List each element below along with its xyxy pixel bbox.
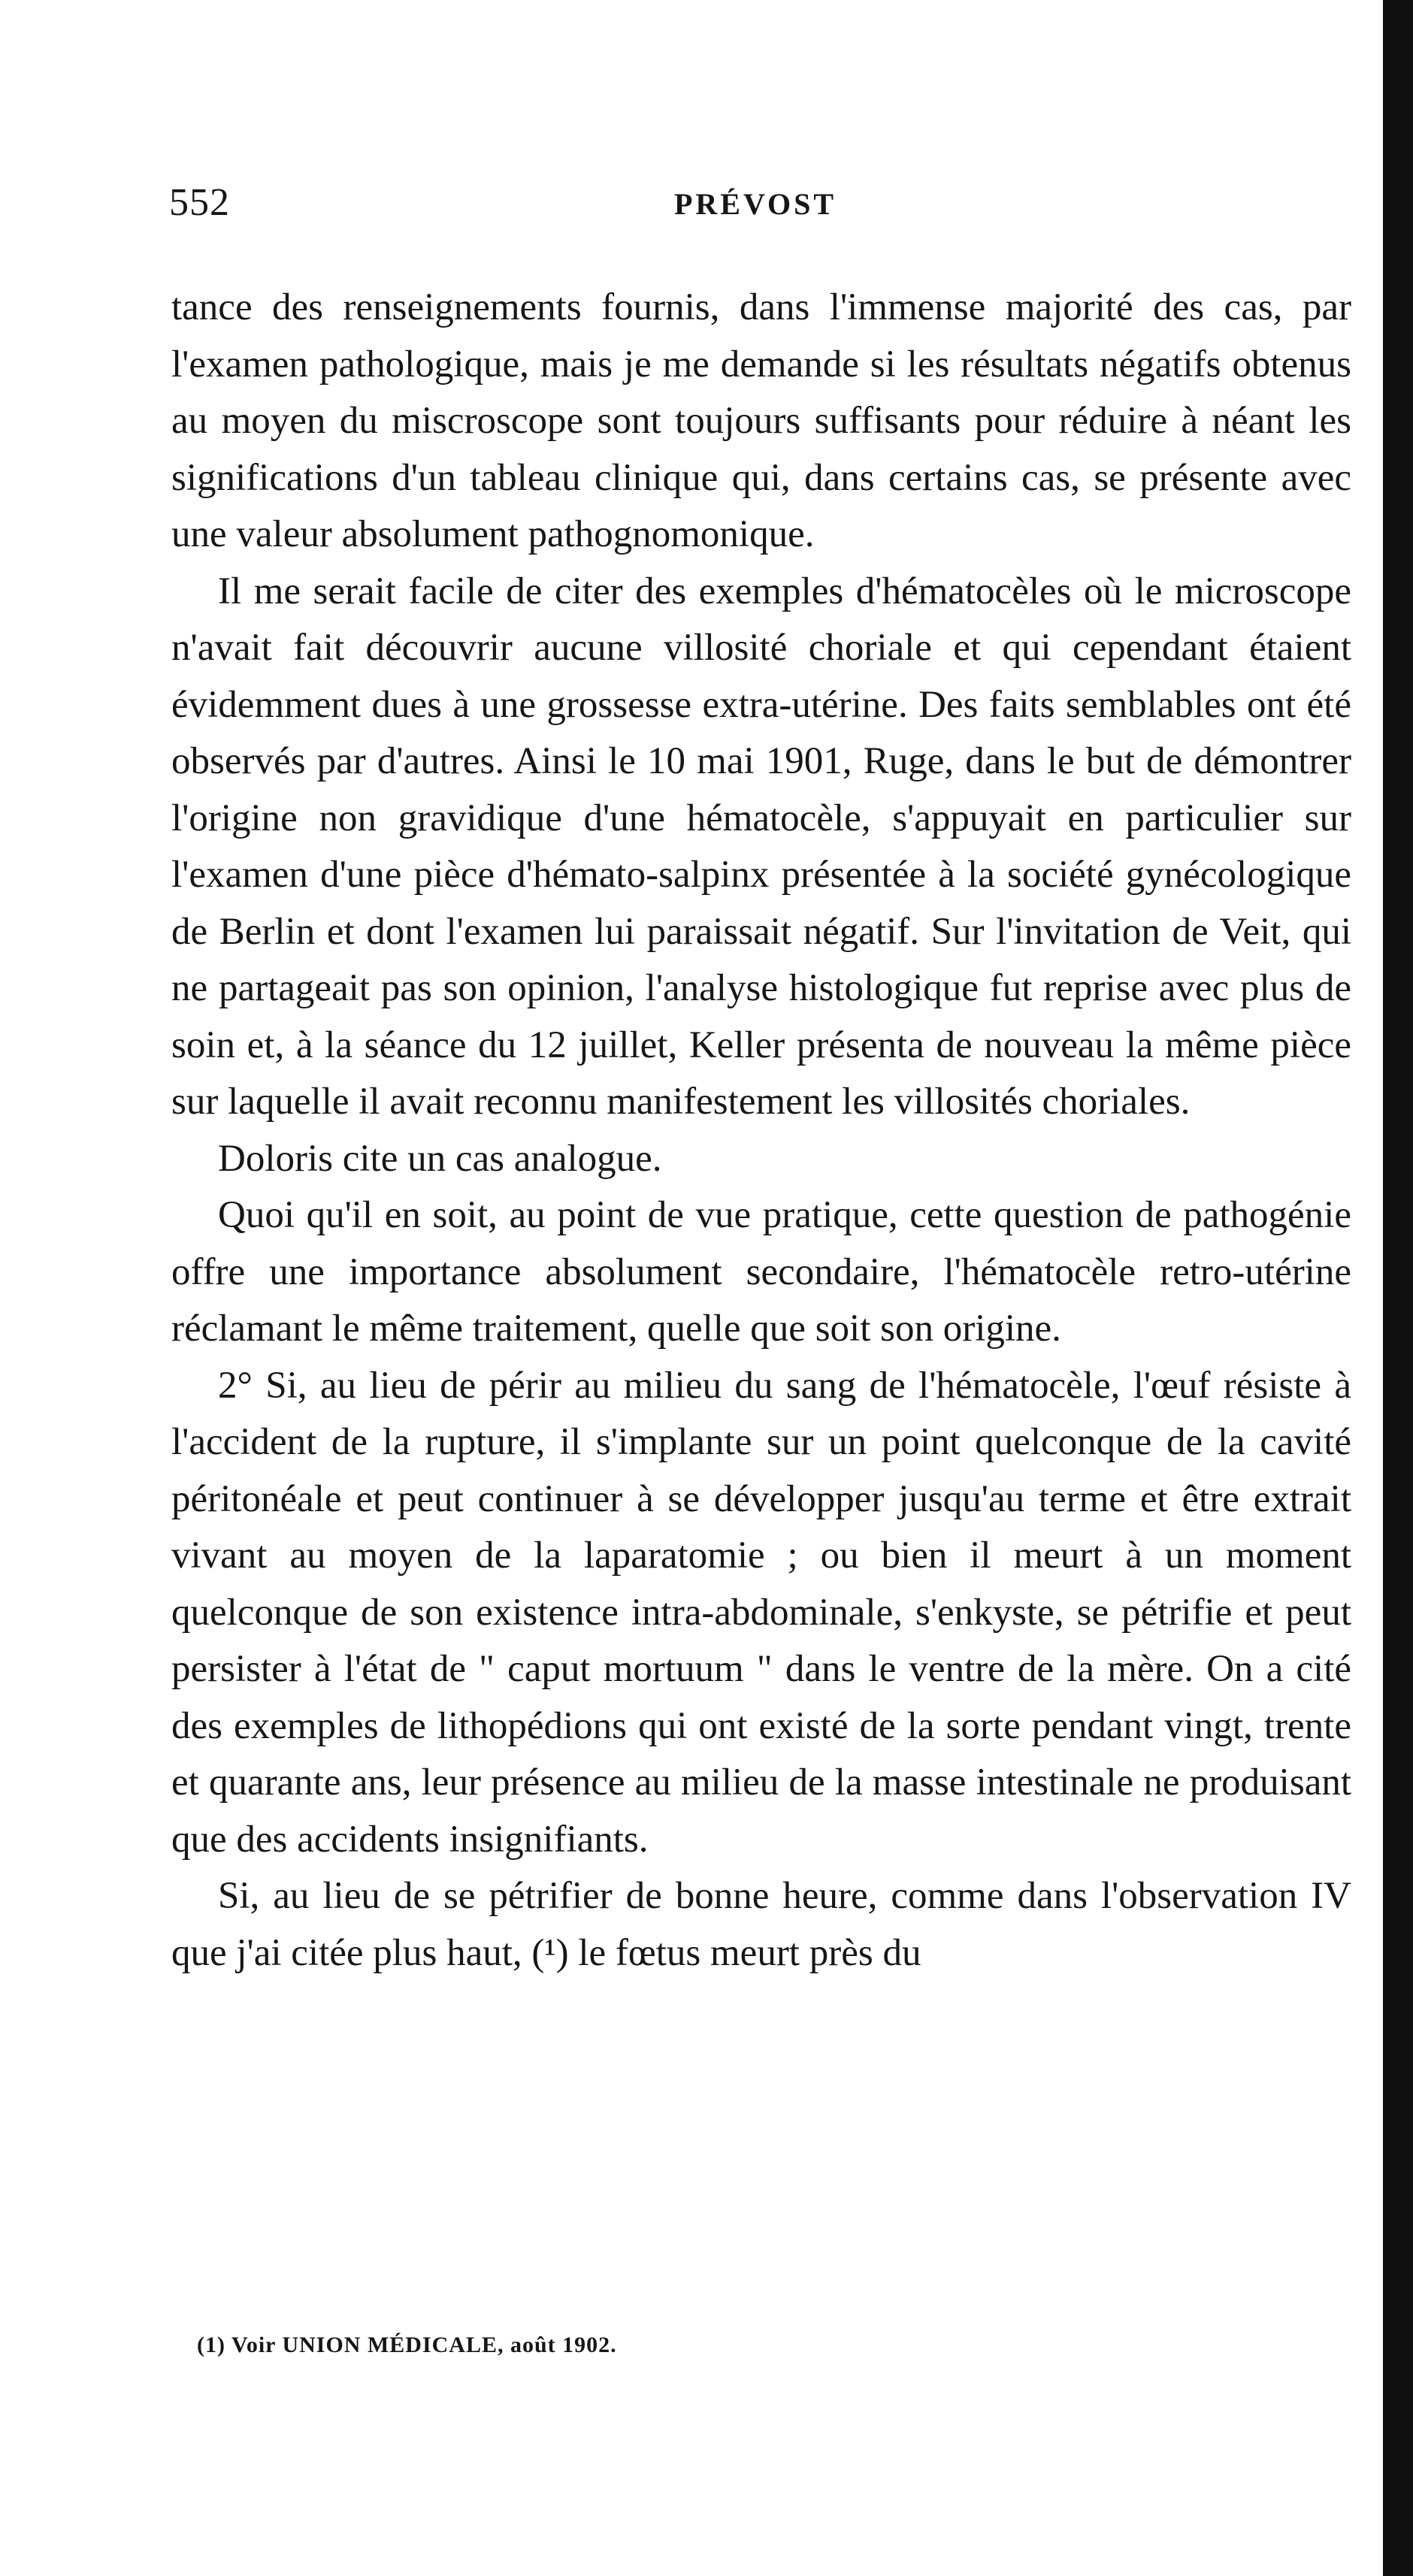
paragraph: Doloris cite un cas analogue.	[218, 1137, 662, 1180]
page-header	[169, 180, 1342, 233]
paragraph-continued: tance des renseignements fournis, dans l'immense majorité des cas, par l'examen pathologique, mais je me demande si les résultats négatifs obtenus au moyen du miscroscope sont toujours suffisants pour réduire à néant les significations d'un tableau clinique qui, dans certains cas, se présente avec une valeur absolument pathognomonique.	[171, 286, 1351, 555]
page-number: 552	[169, 181, 230, 224]
running-head: PRÉVOST	[673, 187, 837, 221]
body-text	[171, 280, 1351, 1982]
footnote: (1) Voir UNION MÉDICALE, août 1902.	[197, 2333, 617, 2357]
paragraph: Il me serait facile de citer des exemples d'hématocèles où le microscope n'avait fait découvrir aucune villosité choriale et qui cependant étaient évidemment dues à une grossesse extra-utérine. Des faits semblables ont été observés par d'autres. Ainsi le 10 mai 1901, Ruge, dans le but de démontrer l'origine non gravidique d'une hématocèle, s'appuyait en particulier sur l'examen d'une pièce d'hémato-salpinx présentée à la société gynécologique de Berlin et dont l'examen lui paraissait négatif. Sur l'invitation de Veit, qui ne partageait pas son opinion, l'analyse histologique fut reprise avec plus de soin et, à la séance du 12 juillet, Keller présenta de nouveau la même pièce sur laquelle il avait reconnu manifestement les villosités choriales.	[171, 570, 1351, 1123]
paragraph: Quoi qu'il en soit, au point de vue pratique, cette question de pathogénie offre une importance absolument secondaire, l'hématocèle retro-utérine réclamant le même traitement, quelle que soit son origine.	[171, 1194, 1351, 1350]
paragraph: Si, au lieu de se pétrifier de bonne heure, comme dans l'observation IV que j'ai citée plus haut, (¹) le fœtus meurt près du	[171, 1875, 1351, 1974]
paragraph: 2° Si, au lieu de périr au milieu du sang de l'hématocèle, l'œuf résiste à l'accident de la rupture, il s'implante sur un point quelconque de la cavité péritonéale et peut continuer à se développer jusqu'au terme et être extrait vivant au moyen de la laparatomie ; ou bien il meurt à un moment quelconque de son existence intra-abdominale, s'enkyste, se pétrifie et peut persister à l'état de " caput mortuum " dans le ventre de la mère. On a cité des exemples de lithopédions qui ont existé de la sorte pendant vingt, trente et quarante ans, leur présence au milieu de la masse intestinale ne produisant que des accidents insignifiants.	[171, 1364, 1351, 1861]
book-spine-edge	[1383, 0, 1413, 2576]
